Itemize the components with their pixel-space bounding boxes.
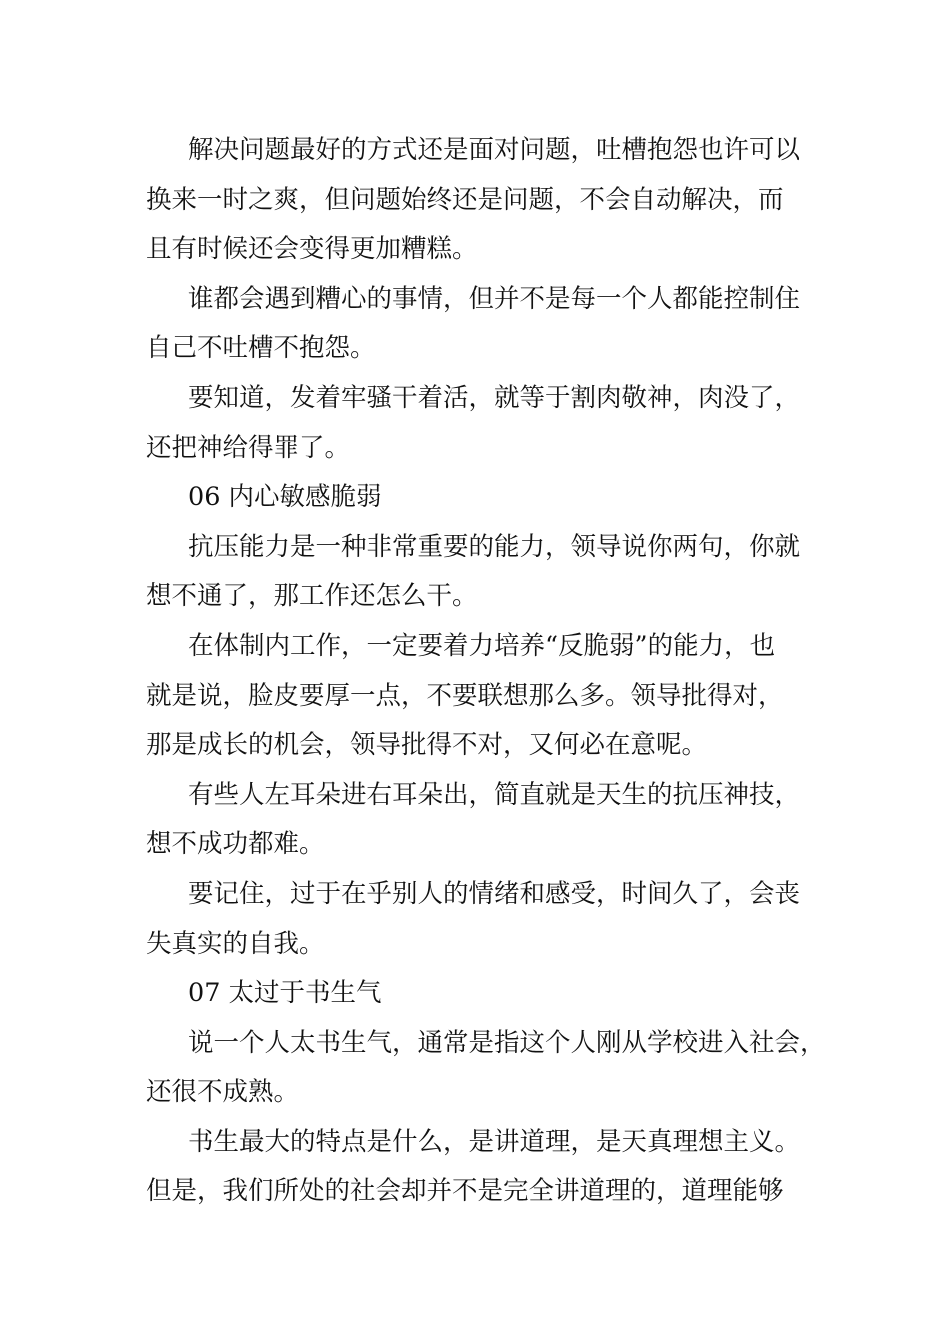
- paragraph-9-line-2: 但是，我们所处的社会却并不是完全讲道理的，道理能够: [146, 1176, 784, 1207]
- paragraph-8-line-2: 还很不成熟。: [146, 1077, 300, 1108]
- paragraph-5-line-2: 就是说，脸皮要厚一点，不要联想那么多。领导批得对，: [146, 680, 784, 711]
- paragraph-4-line-2: 想不通了，那工作还怎么干。: [146, 581, 478, 612]
- paragraph-2: [146, 275, 846, 374]
- paragraph-3: [146, 374, 846, 473]
- section-heading-06: [146, 473, 846, 523]
- section-heading-06-text: 06 内心敏感脆弱: [188, 482, 382, 513]
- paragraph-3-line-1: 要知道，发着牢骚干着活，就等于割肉敬神，肉没了，: [188, 382, 801, 413]
- paragraph-6-line-2: 想不成功都难。: [146, 829, 325, 860]
- paragraph-1-line-3: 且有时候还会变得更加糟糕。: [146, 234, 478, 265]
- section-heading-07-text: 07 太过于书生气: [188, 978, 382, 1009]
- paragraph-9-line-1: 书生最大的特点是什么，是讲道理，是天真理想主义。: [188, 1126, 801, 1157]
- paragraph-8-line-1: 说一个人太书生气，通常是指这个人刚从学校进入社会，: [188, 1027, 826, 1058]
- paragraph-7-line-1: 要记住，过于在乎别人的情绪和感受，时间久了，会丧: [188, 878, 801, 909]
- paragraph-3-line-2: 还把神给得罪了。: [146, 432, 351, 463]
- paragraph-6-line-1: 有些人左耳朵进右耳朵出，简直就是天生的抗压神技，: [188, 779, 801, 810]
- paragraph-1-line-2: 换来一时之爽，但问题始终还是问题，不会自动解决，而: [146, 184, 784, 215]
- paragraph-5-line-1: 在体制内工作，一定要着力培养“反脆弱”的能力，也: [188, 630, 776, 661]
- paragraph-1: [146, 126, 846, 275]
- paragraph-7: [146, 870, 846, 969]
- paragraph-1-line-1: 解决问题最好的方式还是面对问题，吐槽抱怨也许可以: [188, 135, 801, 165]
- paragraph-7-line-2: 失真实的自我。: [146, 928, 325, 959]
- document-body: [146, 126, 846, 1217]
- paragraph-2-line-2: 自己不吐槽不抱怨。: [146, 333, 376, 364]
- paragraph-4-line-1: 抗压能力是一种非常重要的能力，领导说你两句，你就: [188, 531, 801, 562]
- paragraph-2-line-1: 谁都会遇到糟心的事情，但并不是每一个人都能控制住: [188, 283, 801, 314]
- paragraph-5: [146, 622, 846, 771]
- paragraph-8: [146, 1019, 846, 1118]
- paragraph-6: [146, 771, 846, 870]
- section-heading-07: [146, 969, 846, 1019]
- paragraph-5-line-3: 那是成长的机会，领导批得不对，又何必在意呢。: [146, 730, 708, 761]
- paragraph-9: [146, 1118, 846, 1217]
- paragraph-4: [146, 523, 846, 622]
